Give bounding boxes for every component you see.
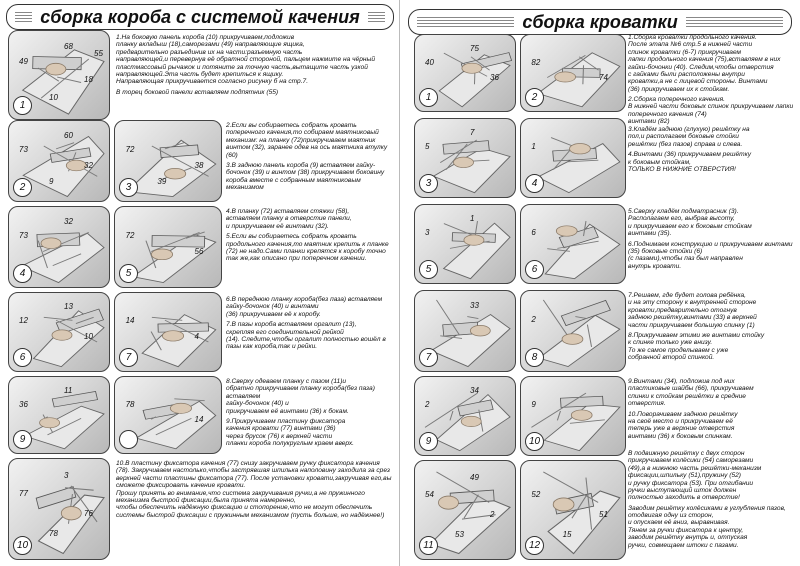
left-step-photo [114,292,222,372]
instruction-line: спинки к стойкам решётки в средние [628,392,746,400]
part-number-callout: 3 [425,228,430,238]
part-number-callout: 75 [470,44,479,54]
part-number-callout: 10 [49,92,58,102]
part-number-callout: 34 [470,386,479,396]
instruction-line: теперь уже в верхние отверстия [628,425,735,433]
step-number-badge: 1 [13,96,32,115]
instruction-line: 7.Решаем, где будет голова ребёнка, [628,292,746,299]
part-number-callout: 32 [84,161,93,170]
left-title-text: сборка короба с системой качения [40,6,360,27]
part-number-callout: 6 [531,228,536,238]
instruction-line: и прикручиваем его к боковым стойкам [628,222,752,230]
part-number-callout: 74 [599,73,608,82]
right-title-text: сборка кроватки [522,11,678,32]
part-number-callout: 82 [531,57,541,67]
instruction-line: чтобы обеспечить надёжную фиксацию и стопорение,что не могут обеспечить системы быстрой фиксации с пружинным механизмом (пусть больше, но надёжнее!) [116,504,385,519]
instruction-line: 4.Винтами (36) прикручиваем решётку [628,151,752,159]
right-step-photo [520,376,626,456]
part-number-callout: 68 [64,41,73,51]
left-step-instructions [226,122,394,206]
part-number-callout: 72 [125,145,135,154]
instruction-line: 2.Если вы собираетесь собрать кровать поперечного качения,то собираем маятниковый механизм: на планку (72)прикручиваем маятник винтом (32), заранее одев на ось маятника втулку (60) [226,122,388,159]
right-step-instructions [628,34,794,126]
right-page-title [408,9,792,35]
part-number-callout: 7 [470,128,475,138]
part-number-callout: 33 [470,300,479,310]
instruction-line: 4.В планку (72) вставляем стяжки (58), [226,208,350,215]
part-number-callout: 32 [64,216,73,226]
instruction-line: В торец боковой панели вставляем подпятник (55) [116,88,279,96]
instruction-line: Располагаем его, выбрав высоту, [628,215,735,223]
step-number-badge: 5 [419,260,438,279]
right-step-photo [414,460,516,560]
instruction-line: (36) прикручиваем их к стойкам. [628,85,730,93]
part-number-callout: 15 [562,529,572,539]
instruction-line: 7.В пазы короба вставляем оргалит (13), [226,321,357,329]
part-number-callout: 73 [19,145,28,154]
left-step-instructions [116,34,392,126]
instruction-line: 8.Сверху одеваем планку с пазом (11)и [226,378,347,385]
instruction-line: ручки, совмещаем штоки с пазами. [628,541,739,549]
instruction-line: (14). Следите,чтобы оргалит полностью вошёл в пазы как короба,так и рейки. [226,335,386,351]
left-step-photo [8,376,110,454]
right-step-photo [414,118,516,198]
instruction-line: Прошу принять во внимание,что система закручивания ручки,а не пружинного механизма быстрой фиксации,была принята намеренно, [116,489,365,504]
part-number-callout: 10 [84,332,93,341]
step-number-badge: 9 [419,432,438,451]
instruction-line: 3.В заднюю панель короба (9) вставляем гайку-бочонок (39) и винтом (38) прикручиваем боковину короба вместе с собранным маятниковым механизмом [226,161,385,191]
instruction-line: заводим решётку внутрь и, отпуская [628,534,748,542]
left-step-photo [8,30,110,120]
part-number-callout: 9 [531,400,536,410]
step-number-badge: 9 [13,430,32,449]
instruction-line: прикручиваем колёсики (54) саморезами [628,457,754,465]
right-step-photo [414,34,516,112]
part-number-callout: 36 [19,399,28,409]
instruction-line: и ручку фиксатора (53). При отгибании [628,479,754,487]
part-number-callout: 2 [490,510,495,519]
step-number-badge: 4 [13,264,32,283]
instruction-line: 5.Сверху кладём подматрасник (3). [628,208,739,215]
instruction-line: к боковым стойкам, [628,158,691,166]
instruction-line: (49),а в нижнюю часть решётки-механизм фиксации,шпильку (51),пружину (52) [628,464,762,480]
part-number-callout: 14 [194,415,204,424]
part-number-callout: 5 [425,142,430,152]
part-number-callout: 4 [194,332,199,341]
instruction-line: 10.Поворачиваем заднюю решётку [628,410,738,418]
part-number-callout: 2 [531,315,536,324]
instruction-line: планку вкладыш (18),саморезами (49) направляющие ящика, [116,41,305,49]
left-step-photo [114,120,222,202]
part-number-callout: 76 [84,509,93,518]
part-number-callout: 49 [19,57,28,67]
right-step-photo [520,118,626,198]
instruction-line: к спинке только уже внизу. [628,339,713,347]
instruction-line: пол,и располагаем боковые стойки [628,133,739,141]
instruction-line: вставляем планку в отверстие панели, [226,215,352,223]
right-step-instructions [628,378,794,460]
instruction-line: решётки (без пазов) справа и слева. [628,140,743,148]
part-number-callout: 55 [94,48,103,58]
instruction-line: ТОЛЬКО В НИЖНИЕ ОТВЕРСТИЯ! [628,165,736,173]
step-number-badge: 10 [13,536,32,555]
part-number-callout: 54 [425,490,434,500]
instruction-line: 1.Сборка кроватки продольного качения. [628,34,757,41]
instruction-line: пластиковые шайбы (66), прикручиваем [628,385,754,393]
instruction-line: полностью заходить в отверстие! [628,494,740,502]
left-step-photo [8,206,110,288]
part-number-callout: 9 [49,177,54,186]
step-number-badge: 1 [419,88,438,107]
instruction-line: на своё место и прикручиваем её [628,417,733,425]
step-number-badge: 11 [419,536,438,555]
left-page-title [6,4,394,30]
step-number-badge: 6 [525,260,544,279]
part-number-callout: 60 [64,130,73,140]
part-number-callout: 51 [599,510,608,519]
part-number-callout: 38 [194,161,204,170]
step-number-badge: 12 [525,536,544,555]
instruction-line: планки короба полукруглым краем вверх. [226,440,355,447]
step-number-badge: 5 [119,264,138,283]
instruction-line: Заводим решётку колёсиками в углубления пазов, отодвигая одну из сторон, [628,504,786,519]
step-number-badge: 10 [525,432,544,451]
instruction-line: с гайками были расположены внутри [628,70,745,78]
instruction-line: и прикручиваем её винтами (32). [226,222,329,230]
instruction-line: и опускаем её вниз, выравнивая. [628,519,730,527]
right-step-instructions [628,292,794,376]
instruction-line: предварительно разъединив их на части:разъемную часть [116,48,303,56]
step-number-badge: 3 [419,174,438,193]
part-number-callout: 40 [425,57,434,67]
instruction-line: В подвижную решётку с двух сторон [628,450,745,457]
step-number-badge: 2 [13,178,32,197]
instruction-line: 10.В пластину фиксатора качения (77) снизу закручиваем ручку фиксатора качения (78). Закручиваем настолько,чтобы застрявшая шпилька наполовину заходила за срез верхней части пластины фиксатора (77). После установки кровати,закручивая его,вы сможете фиксировать качение кровати. [116,460,392,490]
part-number-callout: 77 [19,489,28,498]
instruction-line: 9.Винтами (34), подложив под них [628,378,735,385]
part-number-callout: 39 [157,177,167,186]
part-number-callout: 12 [19,316,28,326]
part-number-callout: 11 [64,386,73,396]
instruction-line: 3.Кладём заднюю (глухую) решётку на [628,126,750,133]
instruction-line: кровати,предварительно отогнув [628,306,737,314]
right-step-photo [520,460,626,560]
left-step-photo [8,292,110,372]
right-step-photo [414,376,516,456]
part-number-callout: 1 [531,142,536,152]
instruction-line: винтами (36) к боковым спинкам. [628,432,733,440]
part-number-callout: 78 [49,529,58,538]
instruction-line: направляющей,и перевернув её обратной стороной, пальцем нажмите на чёрный пластмассовый рычажок и потяните за точную часть,вытащите часть узкой направляющей.Эта часть будет крепиться к ящику. [116,56,376,78]
right-step-photo [520,34,626,112]
instruction-line: 1.На боковую панель короба (10) прикручиваем,подложив [116,34,295,41]
instruction-line: качения кровати (77) винтами (36) [226,425,336,433]
part-number-callout: 3 [64,471,69,480]
instruction-line: собранной второй спинкой. [628,354,715,361]
part-number-callout: 52 [531,490,541,500]
left-step-instructions [226,208,394,292]
right-step-photo [414,204,516,284]
step-number-badge: 8 [525,348,544,367]
part-number-callout: 18 [84,75,93,84]
instruction-line: гайку-бочонок (40) и [226,400,289,408]
instruction-line: 9.Прикручиваем пластину фиксатора [226,417,346,425]
part-number-callout: 1 [470,214,475,224]
right-step-photo [414,290,516,372]
part-number-callout: 73 [19,231,28,240]
step-number-badge: 6 [13,348,32,367]
instruction-line: (с пазами),чтобы паз был направлен [628,255,743,263]
instruction-line: В нижней части боковых спинок прикручиваем лапки поперечного качения (74) [628,103,794,118]
instruction-line: винтами (35). [628,230,672,238]
instruction-line: части прикручиваем большую спинку (1) [628,321,755,329]
instruction-line: Направляющая прикручивается согласно рисунку б на стр.7. [116,78,309,86]
right-step-instructions [628,450,794,556]
instruction-line: (36) прикручиваем её к коробу. [226,310,321,318]
left-step-instructions [226,296,394,378]
instruction-line: 6.В переднюю планку короба(без паза) вставляем гайку-бочонок (40) и винтами [226,296,383,311]
part-number-callout: 36 [490,73,499,82]
instruction-line: кроватки,а не с лицевой стороны. Винтами [628,78,768,86]
instruction-line: 5.Если вы собираетесь собрать кровать продольного качения,то маятник крепить к планке (72) не надо.Сами планки крепятся к коробу точно так же,как описано при поперечном качении. [226,233,389,263]
part-number-callout: 2 [425,400,430,410]
instruction-line: Тянем за ручки фиксатора к центру, [628,526,744,534]
instruction-line: гайки-бочонки (40). Следим,чтобы отверстия [628,63,774,71]
left-step-instructions [226,378,394,458]
instruction-line: 8.Прикручиваем этими же винтами стойку [628,331,765,339]
step-number-badge: 4 [525,174,544,193]
part-number-callout: 13 [64,302,73,312]
instruction-line: обратно прикручиваем планку короба(без паза) вставляем [226,385,375,400]
instruction-line: внутрь кровати. [628,262,682,270]
part-number-callout: 49 [470,472,479,482]
step-number-badge: 7 [419,348,438,367]
instruction-line: спинок кроватки (6-7) прикручиваем [628,48,742,56]
instruction-line: ручки выступающий шток должен [628,486,737,494]
instruction-line: и на эту сторону к внутренней стороне [628,299,757,307]
step-number-badge: 7 [119,348,138,367]
right-page [400,0,800,566]
right-step-instructions [628,208,794,290]
part-number-callout: 14 [125,316,135,326]
part-number-callout: 72 [125,231,135,240]
left-step-photo [8,458,110,560]
right-step-photo [520,204,626,284]
instruction-line: через брусок (76) к верхней части [226,432,333,440]
instruction-line: прикручиваем её винтами (36) к бокам. [226,407,349,415]
instruction-line: То же самое проделываем с уже [628,346,729,354]
right-step-instructions [628,126,794,208]
left-step-photo [114,376,222,454]
step-number-badge: 2 [525,88,544,107]
instruction-line: заднюю решётку,винтами (33) в верхней [628,314,757,322]
instruction-line: скрепляя его соединительной рейкой [226,328,344,336]
instruction-line: лапки продольного качения (75),вставляем в них [628,56,781,64]
part-number-callout: 56 [194,247,204,256]
instruction-line: 6.Поднимаем конструкцию и прикручиваем винтами (35) боковые стойки (6) [628,240,793,255]
instruction-line: отверстия. [628,400,666,408]
left-step-instructions [116,460,394,566]
right-step-photo [520,290,626,372]
step-number-badge [119,430,138,449]
instruction-line: 2.Сборка поперечного качения. [628,96,725,103]
part-number-callout: 53 [455,529,464,539]
instruction-line: винтами (82) [628,118,670,126]
left-step-photo [114,206,222,288]
left-step-photo [8,120,110,202]
part-number-callout: 78 [125,399,135,409]
step-number-badge: 3 [119,178,138,197]
instruction-line: После этапа №6 стр.5 в нижней части [628,41,753,49]
